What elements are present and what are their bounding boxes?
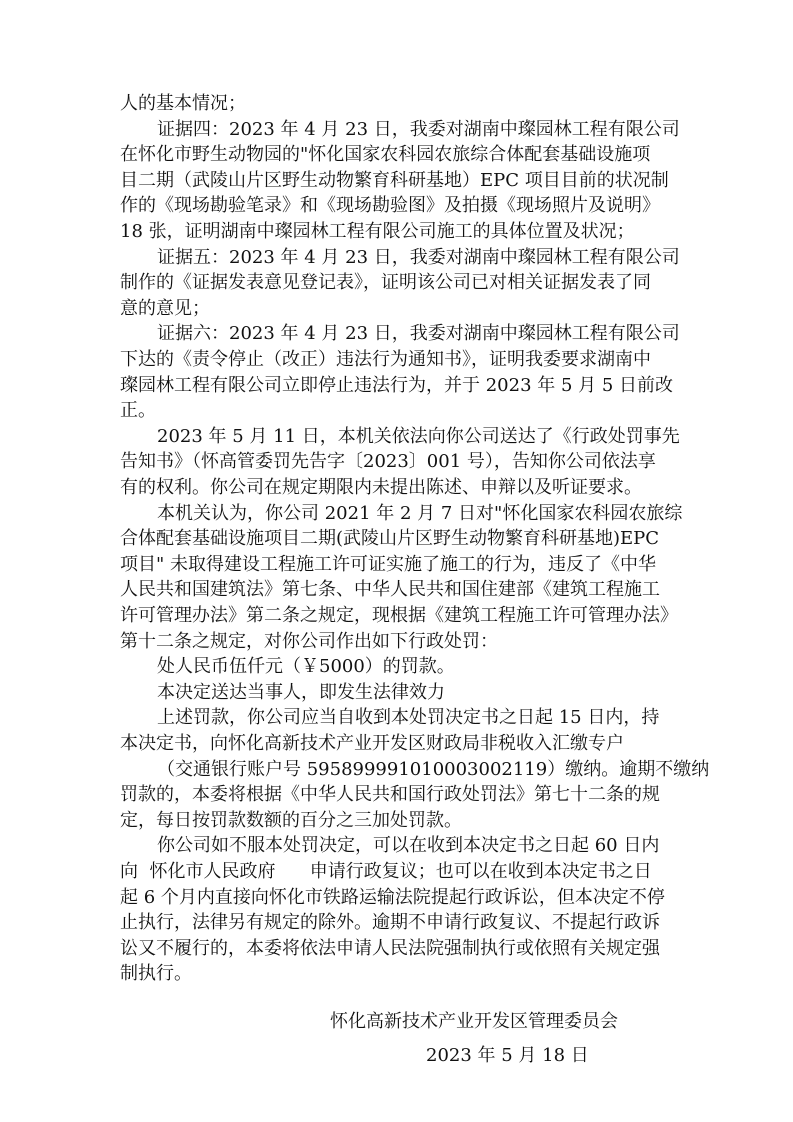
- text-line: 人的基本情况；: [120, 93, 246, 114]
- text-line: 目二期（武陵山片区野生动物繁育科研基地）EPC 项目目前的状况制: [120, 169, 669, 191]
- text-line: 意的意见；: [120, 297, 210, 319]
- text-line: 正。: [120, 400, 156, 422]
- paragraph-evidence-5: 证据五：2023 年 4 月 23 日，我委对湖南中璨园林工程有限公司: [157, 246, 680, 268]
- text-line: 告知书》（怀高管委罚先告字〔2023〕001 号），告知你公司依法享: [120, 451, 656, 473]
- text-line: 18 张，证明湖南中璨园林工程有限公司施工的具体位置及状况；: [120, 221, 635, 242]
- text-line: 罚款的，本委将根据《中华人民共和国行政处罚法》第七十二条的规: [120, 784, 660, 806]
- text-line: 止执行，法律另有规定的除外。逾期不申请行政复议、不提起行政诉: [120, 912, 660, 934]
- penalty-amount: 处人民币伍仟元（￥5000）的罚款。: [157, 656, 455, 678]
- text-line: 第十二条之规定，对你公司作出如下行政处罚：: [120, 630, 498, 652]
- text-line: 向 怀化市人民政府 申请行政复议；也可以在收到本决定书之日: [120, 861, 652, 882]
- text-line: 在怀化市野生动物园的"怀化国家农科园农旅综合体配套基础设施项: [120, 144, 651, 166]
- paragraph-payment: 上述罚款，你公司应当自收到本处罚决定书之日起 15 日内，持: [157, 707, 660, 729]
- text-line: （交通银行账户号 595899991010003002119）缴纳。逾期不缴纳: [157, 758, 710, 780]
- effectiveness-statement: 本决定送达当事人，即发生法律效力: [157, 681, 445, 703]
- paragraph-appeal: 你公司如不服本处罚决定，可以在收到本决定书之日起 60 日内: [157, 835, 660, 857]
- issue-date: 2023 年 5 月 18 日: [426, 1045, 589, 1066]
- text-line: 许可管理办法》第二条之规定，现根据《建筑工程施工许可管理办法》: [120, 605, 678, 626]
- text-line: 制执行。: [120, 963, 192, 985]
- paragraph-evidence-4: 证据四：2023 年 4 月 23 日，我委对湖南中璨园林工程有限公司: [157, 118, 680, 140]
- issuing-organization: 怀化高新技术产业开发区管理委员会: [330, 1011, 618, 1032]
- text-line: 人民共和国建筑法》第七条、中华人民共和国住建部《建筑工程施工: [120, 579, 660, 601]
- text-line: 有的权利。你公司在规定期限内未提出陈述、申辩以及听证要求。: [120, 477, 642, 498]
- paragraph-evidence-6: 证据六：2023 年 4 月 23 日，我委对湖南中璨园林工程有限公司: [157, 323, 680, 345]
- text-line: 璨园林工程有限公司立即停止违法行为，并于 2023 年 5 月 5 日前改: [120, 374, 674, 396]
- text-line: 讼又不履行的，本委将依法申请人民法院强制执行或依照有关规定强: [120, 937, 660, 959]
- text-line: 合体配套基础设施项目二期(武陵山片区野生动物繁育科研基地)EPC: [120, 528, 660, 550]
- paragraph-notice: 2023 年 5 月 11 日，本机关依法向你公司送达了《行政处罚事先: [157, 425, 680, 447]
- text-line: 起 6 个月内直接向怀化市铁路运输法院提起行政诉讼，但本决定不停: [120, 886, 665, 908]
- text-line: 本决定书，向怀化高新技术产业开发区财政局非税收入汇缴专户: [120, 733, 624, 754]
- paragraph-finding: 本机关认为，你公司 2021 年 2 月 7 日对"怀化国家农科园农旅综: [157, 502, 683, 524]
- text-line: 定，每日按罚款数额的百分之三加处罚款。: [120, 809, 462, 831]
- text-line: 制作的《证据发表意见登记表》，证明该公司已对相关证据发表了同: [120, 272, 651, 294]
- text-line: 作的《现场勘验笔录》和《现场勘验图》及拍摄《现场照片及说明》: [120, 195, 660, 217]
- text-line: 下达的《责令停止（改正）违法行为通知书》，证明我委要求湖南中: [120, 349, 651, 370]
- text-line: 项目" 未取得建设工程施工许可证实施了施工的行为，违反了《中华: [120, 553, 656, 575]
